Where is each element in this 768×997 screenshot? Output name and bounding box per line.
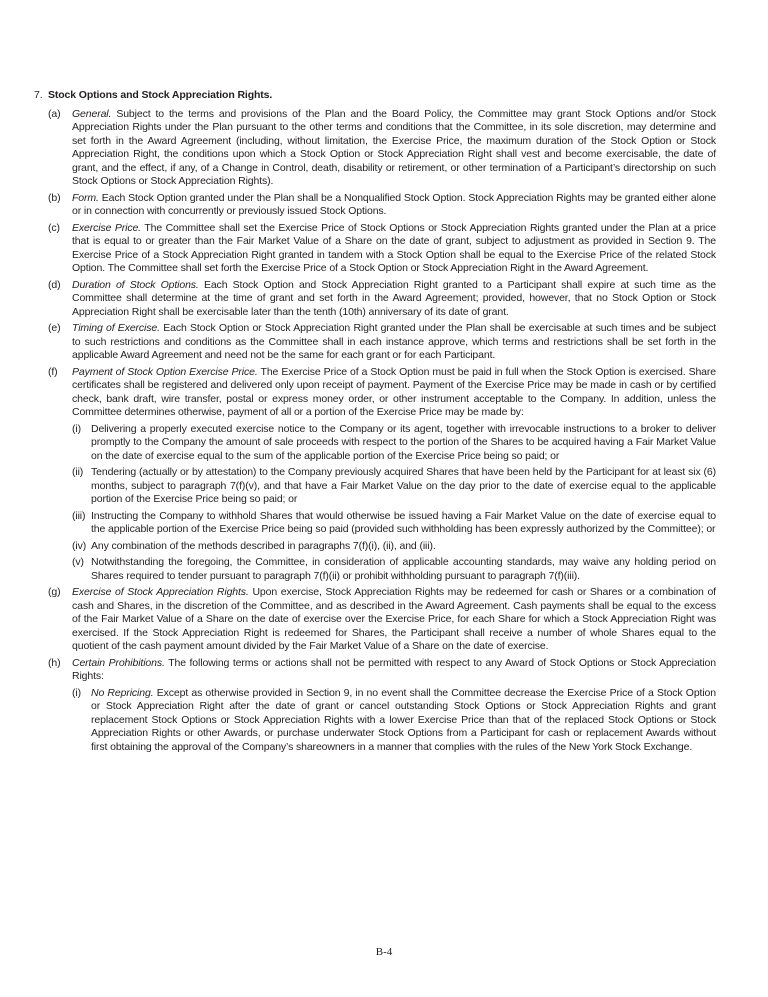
subparagraph-item xyxy=(72,556,716,583)
paragraph-item xyxy=(34,322,716,363)
paragraph-content xyxy=(72,366,716,584)
section-heading xyxy=(34,89,716,103)
paragraph-text xyxy=(72,108,716,189)
subparagraph-item xyxy=(72,466,716,507)
paragraph-text xyxy=(72,322,716,363)
paragraph-marker: (e) xyxy=(48,322,61,334)
subparagraph-item xyxy=(72,423,716,464)
paragraph-marker: (b) xyxy=(48,191,61,204)
paragraph-content xyxy=(72,322,716,363)
section-title: Stock Options and Stock Appreciation Rights. xyxy=(48,89,273,101)
subparagraph-text xyxy=(91,556,716,583)
subparagraph-body: Any combination of the methods described in paragraphs 7(f)(i), (ii), and (iii). xyxy=(91,539,436,552)
paragraph-marker: (a) xyxy=(48,107,61,120)
paragraph-content xyxy=(72,192,716,219)
paragraph-title: Certain Prohibitions. xyxy=(72,656,165,669)
paragraph-item xyxy=(34,279,716,320)
paragraph-body: Subject to the terms and provisions of the Plan and the Board Policy, the Committee may grant Stock Options and/or Stock Appreciation Rights under the Plan pursuant to the other terms and conditions that the Committee, in its sole discretion, may determine and set forth in the Award Agreement (including, without limitation, the Exercise Price, the maximum duration of the Stock Option or Stock Appreciation Right, the conditions upon which a Stock Option or Stock Appreciation Right shall vest and become exercisable, the date of grant, and the effect, if any, of a Change in Control, death, disability or retirement, or other termination of a Participant’s directorship on such Stock Options or Stock Appreciation Rights). xyxy=(72,107,716,187)
paragraph-item xyxy=(34,192,716,219)
paragraph-marker: (f) xyxy=(48,365,58,378)
paragraph-text xyxy=(72,192,716,219)
subparagraph-body: Delivering a properly executed exercise notice to the Company or its agent, together with irrevocable instructions to a broker to deliver promptly to the Company the amount of sale proceeds with respect to the portion of the Shares to be acquired having a Fair Market Value on the date of exercise equal to the sum of the applicable portion of the Exercise Price being so paid; or xyxy=(91,422,716,462)
subparagraph-marker: (i) xyxy=(72,422,81,435)
subparagraph-body: Except as otherwise provided in Section 9, in no event shall the Committee decrease the Exercise Price of a Stock Option or Stock Appreciation Right after the date of grant or cancel outstanding Stock Options or Stock Appreciation Rights and grant replacement Stock Options or Stock Appreciation Rights with a lower Exercise Price than that of the replaced Stock Options or Stock Appreciation Rights or other Awards, or purchase underwater Stock Options from a Participant for cash or replacement Awards without first obtaining the approval of the Company’s shareowners in a manner that complies with the rules of the New York Stock Exchange. xyxy=(91,686,717,753)
paragraph-text xyxy=(72,279,716,320)
paragraph-title: Form. xyxy=(72,191,99,204)
paragraph-content xyxy=(72,657,716,755)
subparagraph-marker: (ii) xyxy=(72,466,84,478)
paragraph-title: General. xyxy=(72,107,112,120)
paragraph-title: Payment of Stock Option Exercise Price. xyxy=(72,365,258,378)
section-number: 7. xyxy=(34,89,43,101)
item-list xyxy=(34,108,716,755)
page-number: B-4 xyxy=(375,946,393,958)
paragraph-title: Duration of Stock Options. xyxy=(72,278,199,291)
paragraph-content xyxy=(72,222,716,276)
subparagraph-marker: (v) xyxy=(72,556,84,568)
subparagraph-body: Tendering (actually or by attestation) to the Company previously acquired Shares that have been held by the Participant for at least six (6) months, subject to paragraph 7(f)(v), and that have a Fair Market Value on the day prior to the date of exercise equal to the applicable portion of the Exercise Price being so paid; or xyxy=(91,466,716,505)
paragraph-content xyxy=(72,108,716,189)
subparagraph-text xyxy=(91,510,716,537)
paragraph-title: Timing of Exercise. xyxy=(72,322,160,334)
subparagraph-marker: (i) xyxy=(72,686,81,699)
subparagraph-title: No Repricing. xyxy=(91,686,154,699)
subparagraph-text xyxy=(91,466,716,507)
paragraph-body: Upon exercise, Stock Appreciation Rights may be redeemed for cash or Shares or a combination of cash and Shares, in the discretion of the Committee, and as described in the Award Agreement. Cash payments shall be equal to the excess of the Fair Market Value of a Share on the date of exercise over the Exercise Price, for each Share for which a Stock Appreciation Right was exercised. If the Stock Appreciation Right is redeemed for Shares, the Participant shall receive a number of whole Shares equal to the quotient of the cash payment amount divided by the Fair Market Value of a Share on the date of exercise. xyxy=(72,586,716,652)
paragraph-body: The Committee shall set the Exercise Price of Stock Options or Stock Appreciation Rights granted under the Plan at a price that is equal to or greater than the Fair Market Value of a Share on the date of grant, subject to adjustment as provided in Section 9. The Exercise Price of a Stock Appreciation Right granted in tandem with a Stock Option shall be equal to the Exercise Price of the related Stock Option. The Committee shall set forth the Exercise Price of a Stock Option or Stock Appreciation Right in the Award Agreement. xyxy=(72,221,716,274)
paragraph-content xyxy=(72,586,716,654)
paragraph-item xyxy=(34,586,716,654)
paragraph-marker: (d) xyxy=(48,278,61,291)
paragraph-text xyxy=(72,366,716,420)
paragraph-body: Each Stock Option or Stock Appreciation Right granted under the Plan shall be exercisable at such times and be subject to such restrictions and conditions as the Committee shall in each instance approve, which terms and restrictions shall be set forth in the applicable Award Agreement and need not be the same for each grant or for each Participant. xyxy=(72,322,717,361)
subparagraph-text xyxy=(91,687,716,755)
paragraph-text xyxy=(72,586,716,654)
paragraph-content xyxy=(72,279,716,320)
paragraph-body: Each Stock Option granted under the Plan shall be a Nonqualified Stock Option. Stock Appreciation Rights may be granted either alone or in connection with concurrently or previously issued Stock Options. xyxy=(72,191,716,217)
subparagraph-item xyxy=(72,510,716,537)
paragraph-item xyxy=(34,657,716,755)
paragraph-text xyxy=(72,222,716,276)
subparagraph-marker: (iv) xyxy=(72,539,87,552)
subparagraph-body: Instructing the Company to withhold Shares that would otherwise be issued having a Fair Market Value on the date of exercise equal to the applicable portion of the Exercise Price being so paid (provided such withholding has been expressly authorized by the Committee); or xyxy=(91,509,716,535)
paragraph-title: Exercise Price. xyxy=(72,221,141,234)
subparagraph-marker: (iii) xyxy=(72,509,86,522)
subparagraph-text xyxy=(91,423,716,464)
paragraph-title: Exercise of Stock Appreciation Rights. xyxy=(72,586,249,598)
paragraph-item xyxy=(34,366,716,584)
subparagraph-text xyxy=(91,540,716,554)
paragraph-body: The Exercise Price of a Stock Option must be paid in full when the Stock Option is exercised. Share certificates shall be registered and delivered only upon receipt of payment. Payment of the Exercise Price may be made in cash or by certified check, bank draft, wire transfer, postal or express money order, or other instrument acceptable to the Company. In addition, unless the Committee determines otherwise, payment of all or a portion of the Exercise Price may be made by: xyxy=(72,365,716,418)
paragraph-text xyxy=(72,657,716,684)
paragraph-marker: (c) xyxy=(48,221,60,234)
subparagraph-item xyxy=(72,540,716,554)
subparagraph-body: Notwithstanding the foregoing, the Committee, in consideration of applicable accounting standards, may waive any holding period on Shares required to tender pursuant to paragraph 7(f)(ii) or prohibit withholding pursuant to paragraph 7(f)(iii). xyxy=(91,556,716,582)
paragraph-item xyxy=(34,222,716,276)
paragraph-body: The following terms or actions shall not be permitted with respect to any Award of Stock Options or Stock Appreciation Rights: xyxy=(72,656,716,682)
paragraph-body: Each Stock Option and Stock Appreciation Right granted to a Participant shall expire at such time as the Committee shall determine at the time of grant and set forth in the Award Agreement; provided, however, that no Stock Option or Stock Appreciation Right shall be exercisable later than the tenth (10th) anniversary of its date of grant. xyxy=(72,278,716,318)
paragraph-marker: (g) xyxy=(48,586,61,598)
document-page xyxy=(34,89,716,757)
paragraph-marker: (h) xyxy=(48,656,61,669)
subparagraph-item xyxy=(72,687,716,755)
paragraph-item xyxy=(34,108,716,189)
